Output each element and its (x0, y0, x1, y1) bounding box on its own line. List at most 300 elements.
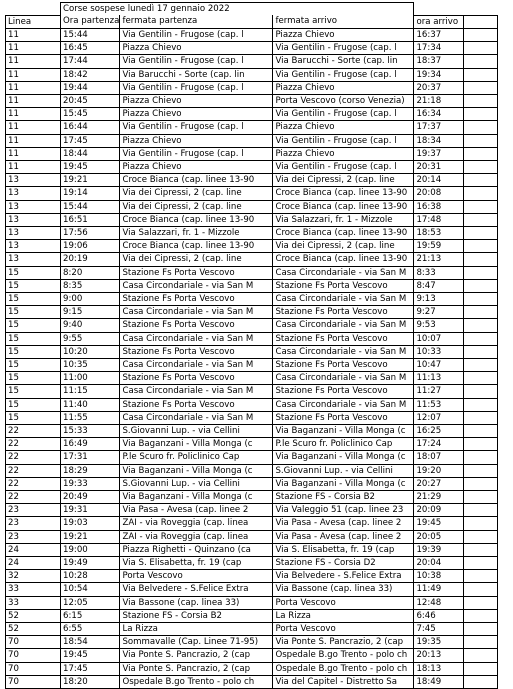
linea-cell[interactable]: 52 (6, 623, 61, 636)
fermata-arrivo-cell[interactable]: Ospedale B.go Trento - polo ch (273, 662, 414, 675)
fermata-partenza-cell[interactable]: Via dei Cipressi, 2 (cap. line (120, 187, 273, 200)
ora-partenza-cell[interactable]: 11:55 (61, 411, 120, 424)
fermata-arrivo-cell[interactable]: Via S. Elisabetta, fr. 19 (cap (273, 543, 414, 556)
fermata-arrivo-cell[interactable]: Porta Vescovo (corso Venezia) (273, 94, 414, 107)
linea-cell[interactable]: 23 (6, 517, 61, 530)
ora-partenza-cell[interactable]: 9:00 (61, 292, 120, 305)
ora-arrivo-cell[interactable]: 9:13 (414, 292, 464, 305)
fermata-partenza-cell[interactable]: Porta Vescovo (120, 570, 273, 583)
fermata-arrivo-cell[interactable]: Via Belvedere - S.Felice Extra (273, 570, 414, 583)
fermata-arrivo-cell[interactable]: S.Giovanni Lup. - via Cellini (273, 464, 414, 477)
empty-cell[interactable] (464, 411, 498, 424)
linea-cell[interactable]: 15 (6, 319, 61, 332)
ora-arrivo-cell[interactable]: 20:13 (414, 649, 464, 662)
ora-arrivo-cell[interactable]: 10:07 (414, 332, 464, 345)
fermata-arrivo-cell[interactable]: Via Gentilin - Frugose (cap. l (273, 160, 414, 173)
linea-cell[interactable]: 70 (6, 649, 61, 662)
fermata-arrivo-cell[interactable]: Stazione Fs Porta Vescovo (273, 332, 414, 345)
ora-arrivo-cell[interactable]: 18:07 (414, 451, 464, 464)
fermata-partenza-cell[interactable]: Via Salazzari, fr. 1 - Mizzole (120, 226, 273, 239)
ora-arrivo-cell[interactable]: 11:27 (414, 385, 464, 398)
empty-cell[interactable] (464, 372, 498, 385)
fermata-arrivo-cell[interactable]: Via Bassone (cap. linea 33) (273, 583, 414, 596)
linea-cell[interactable]: 70 (6, 662, 61, 675)
ora-arrivo-cell[interactable]: 16:25 (414, 425, 464, 438)
ora-partenza-cell[interactable]: 18:44 (61, 147, 120, 160)
fermata-arrivo-cell[interactable]: Porta Vescovo (273, 623, 414, 636)
ora-partenza-cell[interactable]: 9:15 (61, 306, 120, 319)
ora-partenza-cell[interactable]: 15:45 (61, 108, 120, 121)
linea-cell[interactable]: 11 (6, 42, 61, 55)
fermata-arrivo-cell[interactable]: Casa Circondariale - via San M (273, 292, 414, 305)
fermata-partenza-cell[interactable]: Via Pasa - Avesa (cap. linee 2 (120, 504, 273, 517)
header-ora-partenza[interactable]: Ora partenza (61, 15, 120, 28)
ora-arrivo-cell[interactable]: 18:37 (414, 55, 464, 68)
fermata-partenza-cell[interactable]: Piazza Righetti - Quinzano (ca (120, 543, 273, 556)
ora-arrivo-cell[interactable]: 20:05 (414, 530, 464, 543)
ora-arrivo-cell[interactable]: 20:14 (414, 174, 464, 187)
empty-cell[interactable] (464, 42, 498, 55)
fermata-arrivo-cell[interactable]: Casa Circondariale - via San M (273, 266, 414, 279)
header-linea[interactable]: Linea (6, 15, 61, 28)
empty-cell[interactable] (464, 491, 498, 504)
ora-partenza-cell[interactable]: 19:44 (61, 81, 120, 94)
fermata-partenza-cell[interactable]: Via Gentilin - Frugose (cap. l (120, 147, 273, 160)
linea-cell[interactable]: 11 (6, 81, 61, 94)
ora-partenza-cell[interactable]: 17:44 (61, 55, 120, 68)
ora-partenza-cell[interactable]: 17:56 (61, 226, 120, 239)
ora-arrivo-cell[interactable]: 20:27 (414, 477, 464, 490)
ora-arrivo-cell[interactable]: 18:49 (414, 675, 464, 688)
linea-cell[interactable]: 11 (6, 121, 61, 134)
fermata-arrivo-cell[interactable]: Via Ponte S. Pancrazio, 2 (cap (273, 636, 414, 649)
fermata-arrivo-cell[interactable]: Piazza Chievo (273, 28, 414, 41)
ora-arrivo-cell[interactable]: 19:39 (414, 543, 464, 556)
ora-partenza-cell[interactable]: 6:15 (61, 609, 120, 622)
fermata-arrivo-cell[interactable]: Croce Bianca (cap. linee 13-90 (273, 187, 414, 200)
ora-partenza-cell[interactable]: 20:19 (61, 253, 120, 266)
fermata-arrivo-cell[interactable]: Porta Vescovo (273, 596, 414, 609)
header-ora-arrivo[interactable]: ora arrivo (414, 15, 464, 28)
fermata-partenza-cell[interactable]: Piazza Chievo (120, 160, 273, 173)
fermata-partenza-cell[interactable]: P.le Scuro fr. Policlinico Cap (120, 451, 273, 464)
fermata-partenza-cell[interactable]: Stazione Fs Porta Vescovo (120, 266, 273, 279)
linea-cell[interactable]: 24 (6, 557, 61, 570)
fermata-arrivo-cell[interactable]: Via del Capitel - Distretto Sa (273, 675, 414, 688)
ora-partenza-cell[interactable]: 19:14 (61, 187, 120, 200)
ora-partenza-cell[interactable]: 19:45 (61, 649, 120, 662)
linea-cell[interactable]: 11 (6, 160, 61, 173)
fermata-partenza-cell[interactable]: Ospedale B.go Trento - polo ch (120, 675, 273, 688)
fermata-partenza-cell[interactable]: Via Ponte S. Pancrazio, 2 (cap (120, 662, 273, 675)
empty-cell[interactable] (464, 28, 498, 41)
ora-arrivo-cell[interactable]: 10:33 (414, 345, 464, 358)
fermata-arrivo-cell[interactable]: Via dei Cipressi, 2 (cap. line (273, 240, 414, 253)
ora-partenza-cell[interactable]: 11:40 (61, 398, 120, 411)
linea-cell[interactable]: 15 (6, 292, 61, 305)
ora-partenza-cell[interactable]: 19:33 (61, 477, 120, 490)
linea-cell[interactable]: 11 (6, 68, 61, 81)
ora-arrivo-cell[interactable]: 16:34 (414, 108, 464, 121)
empty-cell[interactable] (464, 306, 498, 319)
empty-cell[interactable] (464, 623, 498, 636)
linea-cell[interactable]: 22 (6, 451, 61, 464)
linea-cell[interactable]: 13 (6, 187, 61, 200)
empty-cell[interactable] (464, 292, 498, 305)
ora-arrivo-cell[interactable]: 20:09 (414, 504, 464, 517)
fermata-arrivo-cell[interactable]: Via Pasa - Avesa (cap. linee 2 (273, 530, 414, 543)
empty-cell[interactable] (464, 187, 498, 200)
fermata-arrivo-cell[interactable]: Via Gentilin - Frugose (cap. l (273, 42, 414, 55)
ora-partenza-cell[interactable]: 17:31 (61, 451, 120, 464)
fermata-arrivo-cell[interactable]: Via Barucchi - Sorte (cap. lin (273, 55, 414, 68)
fermata-partenza-cell[interactable]: Via Bassone (cap. linea 33) (120, 596, 273, 609)
linea-cell[interactable]: 15 (6, 411, 61, 424)
fermata-arrivo-cell[interactable]: Casa Circondariale - via San M (273, 398, 414, 411)
fermata-partenza-cell[interactable]: La Rizza (120, 623, 273, 636)
fermata-partenza-cell[interactable]: Stazione FS - Corsia B2 (120, 609, 273, 622)
ora-partenza-cell[interactable]: 20:45 (61, 94, 120, 107)
ora-arrivo-cell[interactable]: 21:18 (414, 94, 464, 107)
linea-cell[interactable]: 15 (6, 345, 61, 358)
fermata-partenza-cell[interactable]: Stazione Fs Porta Vescovo (120, 319, 273, 332)
ora-arrivo-cell[interactable]: 19:34 (414, 68, 464, 81)
ora-arrivo-cell[interactable]: 19:35 (414, 636, 464, 649)
fermata-partenza-cell[interactable]: Via dei Cipressi, 2 (cap. line (120, 200, 273, 213)
linea-cell[interactable]: 11 (6, 108, 61, 121)
ora-partenza-cell[interactable]: 19:31 (61, 504, 120, 517)
fermata-partenza-cell[interactable]: Sommavalle (Cap. Linee 71-95) (120, 636, 273, 649)
header-empty[interactable] (464, 15, 498, 28)
empty-cell[interactable] (464, 226, 498, 239)
ora-arrivo-cell[interactable]: 19:37 (414, 147, 464, 160)
linea-cell[interactable]: 11 (6, 28, 61, 41)
fermata-arrivo-cell[interactable]: Casa Circondariale - via San M (273, 319, 414, 332)
empty-cell[interactable] (464, 279, 498, 292)
title-spacer-cell[interactable] (464, 3, 498, 16)
fermata-partenza-cell[interactable]: Via Gentilin - Frugose (cap. l (120, 28, 273, 41)
linea-cell[interactable]: 13 (6, 200, 61, 213)
ora-arrivo-cell[interactable]: 7:45 (414, 623, 464, 636)
fermata-partenza-cell[interactable]: Via Gentilin - Frugose (cap. l (120, 55, 273, 68)
fermata-partenza-cell[interactable]: Piazza Chievo (120, 134, 273, 147)
ora-partenza-cell[interactable]: 19:03 (61, 517, 120, 530)
fermata-partenza-cell[interactable]: ZAI - via Roveggia (cap. linea (120, 517, 273, 530)
fermata-arrivo-cell[interactable]: Via Gentilin - Frugose (cap. l (273, 134, 414, 147)
linea-cell[interactable]: 33 (6, 596, 61, 609)
ora-partenza-cell[interactable]: 19:21 (61, 530, 120, 543)
ora-partenza-cell[interactable]: 19:06 (61, 240, 120, 253)
empty-cell[interactable] (464, 240, 498, 253)
fermata-partenza-cell[interactable]: Stazione Fs Porta Vescovo (120, 372, 273, 385)
linea-cell[interactable]: 70 (6, 636, 61, 649)
title-spacer-cell[interactable] (6, 3, 61, 16)
ora-arrivo-cell[interactable]: 17:24 (414, 438, 464, 451)
fermata-partenza-cell[interactable]: Stazione Fs Porta Vescovo (120, 345, 273, 358)
empty-cell[interactable] (464, 609, 498, 622)
ora-arrivo-cell[interactable]: 20:04 (414, 557, 464, 570)
empty-cell[interactable] (464, 675, 498, 688)
empty-cell[interactable] (464, 570, 498, 583)
ora-arrivo-cell[interactable]: 10:47 (414, 358, 464, 371)
ora-partenza-cell[interactable]: 18:29 (61, 464, 120, 477)
empty-cell[interactable] (464, 477, 498, 490)
fermata-partenza-cell[interactable]: Via S. Elisabetta, fr. 19 (cap (120, 557, 273, 570)
fermata-arrivo-cell[interactable]: Stazione FS - Corsia B2 (273, 491, 414, 504)
fermata-partenza-cell[interactable]: Croce Bianca (cap. linee 13-90 (120, 213, 273, 226)
linea-cell[interactable]: 11 (6, 55, 61, 68)
ora-partenza-cell[interactable]: 20:49 (61, 491, 120, 504)
linea-cell[interactable]: 15 (6, 306, 61, 319)
fermata-partenza-cell[interactable]: Casa Circondariale - via San M (120, 279, 273, 292)
empty-cell[interactable] (464, 662, 498, 675)
fermata-partenza-cell[interactable]: Casa Circondariale - via San M (120, 306, 273, 319)
linea-cell[interactable]: 23 (6, 530, 61, 543)
fermata-arrivo-cell[interactable]: Croce Bianca (cap. linee 13-90 (273, 200, 414, 213)
fermata-arrivo-cell[interactable]: Via Pasa - Avesa (cap. linee 2 (273, 517, 414, 530)
ora-partenza-cell[interactable]: 17:45 (61, 662, 120, 675)
ora-partenza-cell[interactable]: 19:00 (61, 543, 120, 556)
ora-arrivo-cell[interactable]: 20:31 (414, 160, 464, 173)
ora-partenza-cell[interactable]: 9:40 (61, 319, 120, 332)
fermata-arrivo-cell[interactable]: Croce Bianca (cap. linee 13-90 (273, 226, 414, 239)
linea-cell[interactable]: 22 (6, 491, 61, 504)
ora-arrivo-cell[interactable]: 19:59 (414, 240, 464, 253)
fermata-partenza-cell[interactable]: Via Baganzani - Villa Monga (c (120, 438, 273, 451)
linea-cell[interactable]: 15 (6, 332, 61, 345)
fermata-arrivo-cell[interactable]: Stazione FS - Corsia D2 (273, 557, 414, 570)
fermata-arrivo-cell[interactable]: Via Baganzani - Villa Monga (c (273, 477, 414, 490)
fermata-arrivo-cell[interactable]: Croce Bianca (cap. linee 13-90 (273, 253, 414, 266)
empty-cell[interactable] (464, 583, 498, 596)
empty-cell[interactable] (464, 345, 498, 358)
linea-cell[interactable]: 13 (6, 213, 61, 226)
fermata-partenza-cell[interactable]: Casa Circondariale - via San M (120, 385, 273, 398)
linea-cell[interactable]: 13 (6, 240, 61, 253)
ora-arrivo-cell[interactable]: 19:45 (414, 517, 464, 530)
ora-arrivo-cell[interactable]: 18:53 (414, 226, 464, 239)
empty-cell[interactable] (464, 451, 498, 464)
fermata-partenza-cell[interactable]: Via dei Cipressi, 2 (cap. line (120, 253, 273, 266)
empty-cell[interactable] (464, 174, 498, 187)
linea-cell[interactable]: 22 (6, 438, 61, 451)
fermata-partenza-cell[interactable]: Stazione Fs Porta Vescovo (120, 292, 273, 305)
linea-cell[interactable]: 13 (6, 174, 61, 187)
empty-cell[interactable] (464, 68, 498, 81)
empty-cell[interactable] (464, 332, 498, 345)
empty-cell[interactable] (464, 504, 498, 517)
ora-partenza-cell[interactable]: 8:35 (61, 279, 120, 292)
linea-cell[interactable]: 11 (6, 147, 61, 160)
empty-cell[interactable] (464, 596, 498, 609)
ora-arrivo-cell[interactable]: 12:48 (414, 596, 464, 609)
ora-arrivo-cell[interactable]: 21:13 (414, 253, 464, 266)
fermata-arrivo-cell[interactable]: Via Valeggio 51 (cap. linee 23 (273, 504, 414, 517)
ora-partenza-cell[interactable]: 16:44 (61, 121, 120, 134)
linea-cell[interactable]: 15 (6, 372, 61, 385)
fermata-arrivo-cell[interactable]: Ospedale B.go Trento - polo ch (273, 649, 414, 662)
ora-arrivo-cell[interactable]: 9:53 (414, 319, 464, 332)
linea-cell[interactable]: 33 (6, 583, 61, 596)
ora-arrivo-cell[interactable]: 17:37 (414, 121, 464, 134)
empty-cell[interactable] (464, 108, 498, 121)
fermata-partenza-cell[interactable]: Via Gentilin - Frugose (cap. l (120, 81, 273, 94)
fermata-arrivo-cell[interactable]: Stazione Fs Porta Vescovo (273, 385, 414, 398)
ora-arrivo-cell[interactable]: 6:46 (414, 609, 464, 622)
empty-cell[interactable] (464, 94, 498, 107)
fermata-arrivo-cell[interactable]: Via Salazzari, fr. 1 - Mizzole (273, 213, 414, 226)
linea-cell[interactable]: 24 (6, 543, 61, 556)
fermata-arrivo-cell[interactable]: Stazione Fs Porta Vescovo (273, 279, 414, 292)
ora-arrivo-cell[interactable]: 16:38 (414, 200, 464, 213)
ora-arrivo-cell[interactable]: 18:13 (414, 662, 464, 675)
fermata-partenza-cell[interactable]: Via Barucchi - Sorte (cap. lin (120, 68, 273, 81)
empty-cell[interactable] (464, 557, 498, 570)
fermata-arrivo-cell[interactable]: Via dei Cipressi, 2 (cap. line (273, 174, 414, 187)
ora-partenza-cell[interactable]: 15:33 (61, 425, 120, 438)
ora-partenza-cell[interactable]: 6:55 (61, 623, 120, 636)
ora-partenza-cell[interactable]: 15:44 (61, 28, 120, 41)
fermata-partenza-cell[interactable]: ZAI - via Roveggia (cap. linea (120, 530, 273, 543)
empty-cell[interactable] (464, 517, 498, 530)
ora-partenza-cell[interactable]: 16:51 (61, 213, 120, 226)
ora-partenza-cell[interactable]: 18:42 (61, 68, 120, 81)
empty-cell[interactable] (464, 160, 498, 173)
fermata-arrivo-cell[interactable]: Piazza Chievo (273, 81, 414, 94)
fermata-partenza-cell[interactable]: Piazza Chievo (120, 108, 273, 121)
ora-arrivo-cell[interactable]: 20:37 (414, 81, 464, 94)
fermata-arrivo-cell[interactable]: Stazione Fs Porta Vescovo (273, 411, 414, 424)
linea-cell[interactable]: 32 (6, 570, 61, 583)
ora-partenza-cell[interactable]: 16:49 (61, 438, 120, 451)
fermata-arrivo-cell[interactable]: Via Gentilin - Frugose (cap. l (273, 108, 414, 121)
ora-arrivo-cell[interactable]: 10:38 (414, 570, 464, 583)
fermata-arrivo-cell[interactable]: Casa Circondariale - via San M (273, 345, 414, 358)
ora-arrivo-cell[interactable]: 20:08 (414, 187, 464, 200)
fermata-arrivo-cell[interactable]: Stazione Fs Porta Vescovo (273, 306, 414, 319)
fermata-partenza-cell[interactable]: Via Belvedere - S.Felice Extra (120, 583, 273, 596)
linea-cell[interactable]: 22 (6, 464, 61, 477)
empty-cell[interactable] (464, 543, 498, 556)
ora-partenza-cell[interactable]: 9:55 (61, 332, 120, 345)
fermata-partenza-cell[interactable]: Via Baganzani - Villa Monga (c (120, 491, 273, 504)
fermata-arrivo-cell[interactable]: Via Gentilin - Frugose (cap. l (273, 68, 414, 81)
header-fermata-arrivo[interactable]: fermata arrivo (273, 15, 414, 28)
linea-cell[interactable]: 52 (6, 609, 61, 622)
ora-partenza-cell[interactable]: 10:35 (61, 358, 120, 371)
empty-cell[interactable] (464, 121, 498, 134)
linea-cell[interactable]: 13 (6, 253, 61, 266)
linea-cell[interactable]: 15 (6, 385, 61, 398)
ora-arrivo-cell[interactable]: 11:13 (414, 372, 464, 385)
fermata-partenza-cell[interactable]: Casa Circondariale - via San M (120, 358, 273, 371)
empty-cell[interactable] (464, 319, 498, 332)
fermata-arrivo-cell[interactable]: Piazza Chievo (273, 147, 414, 160)
ora-arrivo-cell[interactable]: 17:34 (414, 42, 464, 55)
title-spacer-cell[interactable] (414, 3, 464, 16)
ora-partenza-cell[interactable]: 19:49 (61, 557, 120, 570)
linea-cell[interactable]: 15 (6, 266, 61, 279)
linea-cell[interactable]: 13 (6, 226, 61, 239)
ora-partenza-cell[interactable]: 12:05 (61, 596, 120, 609)
fermata-partenza-cell[interactable]: Croce Bianca (cap. linee 13-90 (120, 174, 273, 187)
fermata-partenza-cell[interactable]: Via Ponte S. Pancrazio, 2 (cap (120, 649, 273, 662)
fermata-arrivo-cell[interactable]: P.le Scuro fr. Policlinico Cap (273, 438, 414, 451)
empty-cell[interactable] (464, 358, 498, 371)
empty-cell[interactable] (464, 385, 498, 398)
fermata-arrivo-cell[interactable]: Via Baganzani - Villa Monga (c (273, 451, 414, 464)
fermata-partenza-cell[interactable]: Croce Bianca (cap. linee 13-90 (120, 240, 273, 253)
fermata-arrivo-cell[interactable]: Casa Circondariale - via San M (273, 372, 414, 385)
fermata-partenza-cell[interactable]: Via Gentilin - Frugose (cap. l (120, 121, 273, 134)
ora-arrivo-cell[interactable]: 9:27 (414, 306, 464, 319)
empty-cell[interactable] (464, 530, 498, 543)
linea-cell[interactable]: 15 (6, 398, 61, 411)
ora-partenza-cell[interactable]: 19:45 (61, 160, 120, 173)
ora-arrivo-cell[interactable]: 19:20 (414, 464, 464, 477)
ora-partenza-cell[interactable]: 10:28 (61, 570, 120, 583)
header-fermata-partenza[interactable]: fermata partenza (120, 15, 273, 28)
linea-cell[interactable]: 11 (6, 134, 61, 147)
linea-cell[interactable]: 15 (6, 279, 61, 292)
ora-arrivo-cell[interactable]: 17:48 (414, 213, 464, 226)
ora-arrivo-cell[interactable]: 18:34 (414, 134, 464, 147)
empty-cell[interactable] (464, 398, 498, 411)
ora-partenza-cell[interactable]: 16:45 (61, 42, 120, 55)
ora-arrivo-cell[interactable]: 11:53 (414, 398, 464, 411)
ora-partenza-cell[interactable]: 18:20 (61, 675, 120, 688)
empty-cell[interactable] (464, 266, 498, 279)
fermata-partenza-cell[interactable]: S.Giovanni Lup. - via Cellini (120, 425, 273, 438)
ora-arrivo-cell[interactable]: 8:47 (414, 279, 464, 292)
ora-arrivo-cell[interactable]: 11:49 (414, 583, 464, 596)
empty-cell[interactable] (464, 213, 498, 226)
linea-cell[interactable]: 15 (6, 358, 61, 371)
fermata-partenza-cell[interactable]: Piazza Chievo (120, 42, 273, 55)
ora-partenza-cell[interactable]: 18:54 (61, 636, 120, 649)
fermata-partenza-cell[interactable]: Piazza Chievo (120, 94, 273, 107)
empty-cell[interactable] (464, 438, 498, 451)
fermata-arrivo-cell[interactable]: La Rizza (273, 609, 414, 622)
ora-arrivo-cell[interactable]: 8:33 (414, 266, 464, 279)
ora-partenza-cell[interactable]: 11:15 (61, 385, 120, 398)
sheet-title[interactable]: Corse sospese lunedì 17 gennaio 2022 (61, 3, 414, 16)
fermata-partenza-cell[interactable]: Casa Circondariale - via San M (120, 332, 273, 345)
empty-cell[interactable] (464, 636, 498, 649)
empty-cell[interactable] (464, 200, 498, 213)
ora-arrivo-cell[interactable]: 12:07 (414, 411, 464, 424)
linea-cell[interactable]: 22 (6, 477, 61, 490)
ora-partenza-cell[interactable]: 17:45 (61, 134, 120, 147)
ora-partenza-cell[interactable]: 10:54 (61, 583, 120, 596)
ora-partenza-cell[interactable]: 8:20 (61, 266, 120, 279)
ora-arrivo-cell[interactable]: 21:29 (414, 491, 464, 504)
linea-cell[interactable]: 22 (6, 425, 61, 438)
ora-partenza-cell[interactable]: 10:20 (61, 345, 120, 358)
empty-cell[interactable] (464, 425, 498, 438)
empty-cell[interactable] (464, 649, 498, 662)
fermata-arrivo-cell[interactable]: Stazione Fs Porta Vescovo (273, 358, 414, 371)
fermata-partenza-cell[interactable]: S.Giovanni Lup. - via Cellini (120, 477, 273, 490)
ora-partenza-cell[interactable]: 15:44 (61, 200, 120, 213)
linea-cell[interactable]: 23 (6, 504, 61, 517)
fermata-arrivo-cell[interactable]: Piazza Chievo (273, 121, 414, 134)
fermata-partenza-cell[interactable]: Stazione Fs Porta Vescovo (120, 398, 273, 411)
empty-cell[interactable] (464, 253, 498, 266)
fermata-arrivo-cell[interactable]: Via Baganzani - Villa Monga (c (273, 425, 414, 438)
linea-cell[interactable]: 70 (6, 675, 61, 688)
ora-partenza-cell[interactable]: 19:21 (61, 174, 120, 187)
